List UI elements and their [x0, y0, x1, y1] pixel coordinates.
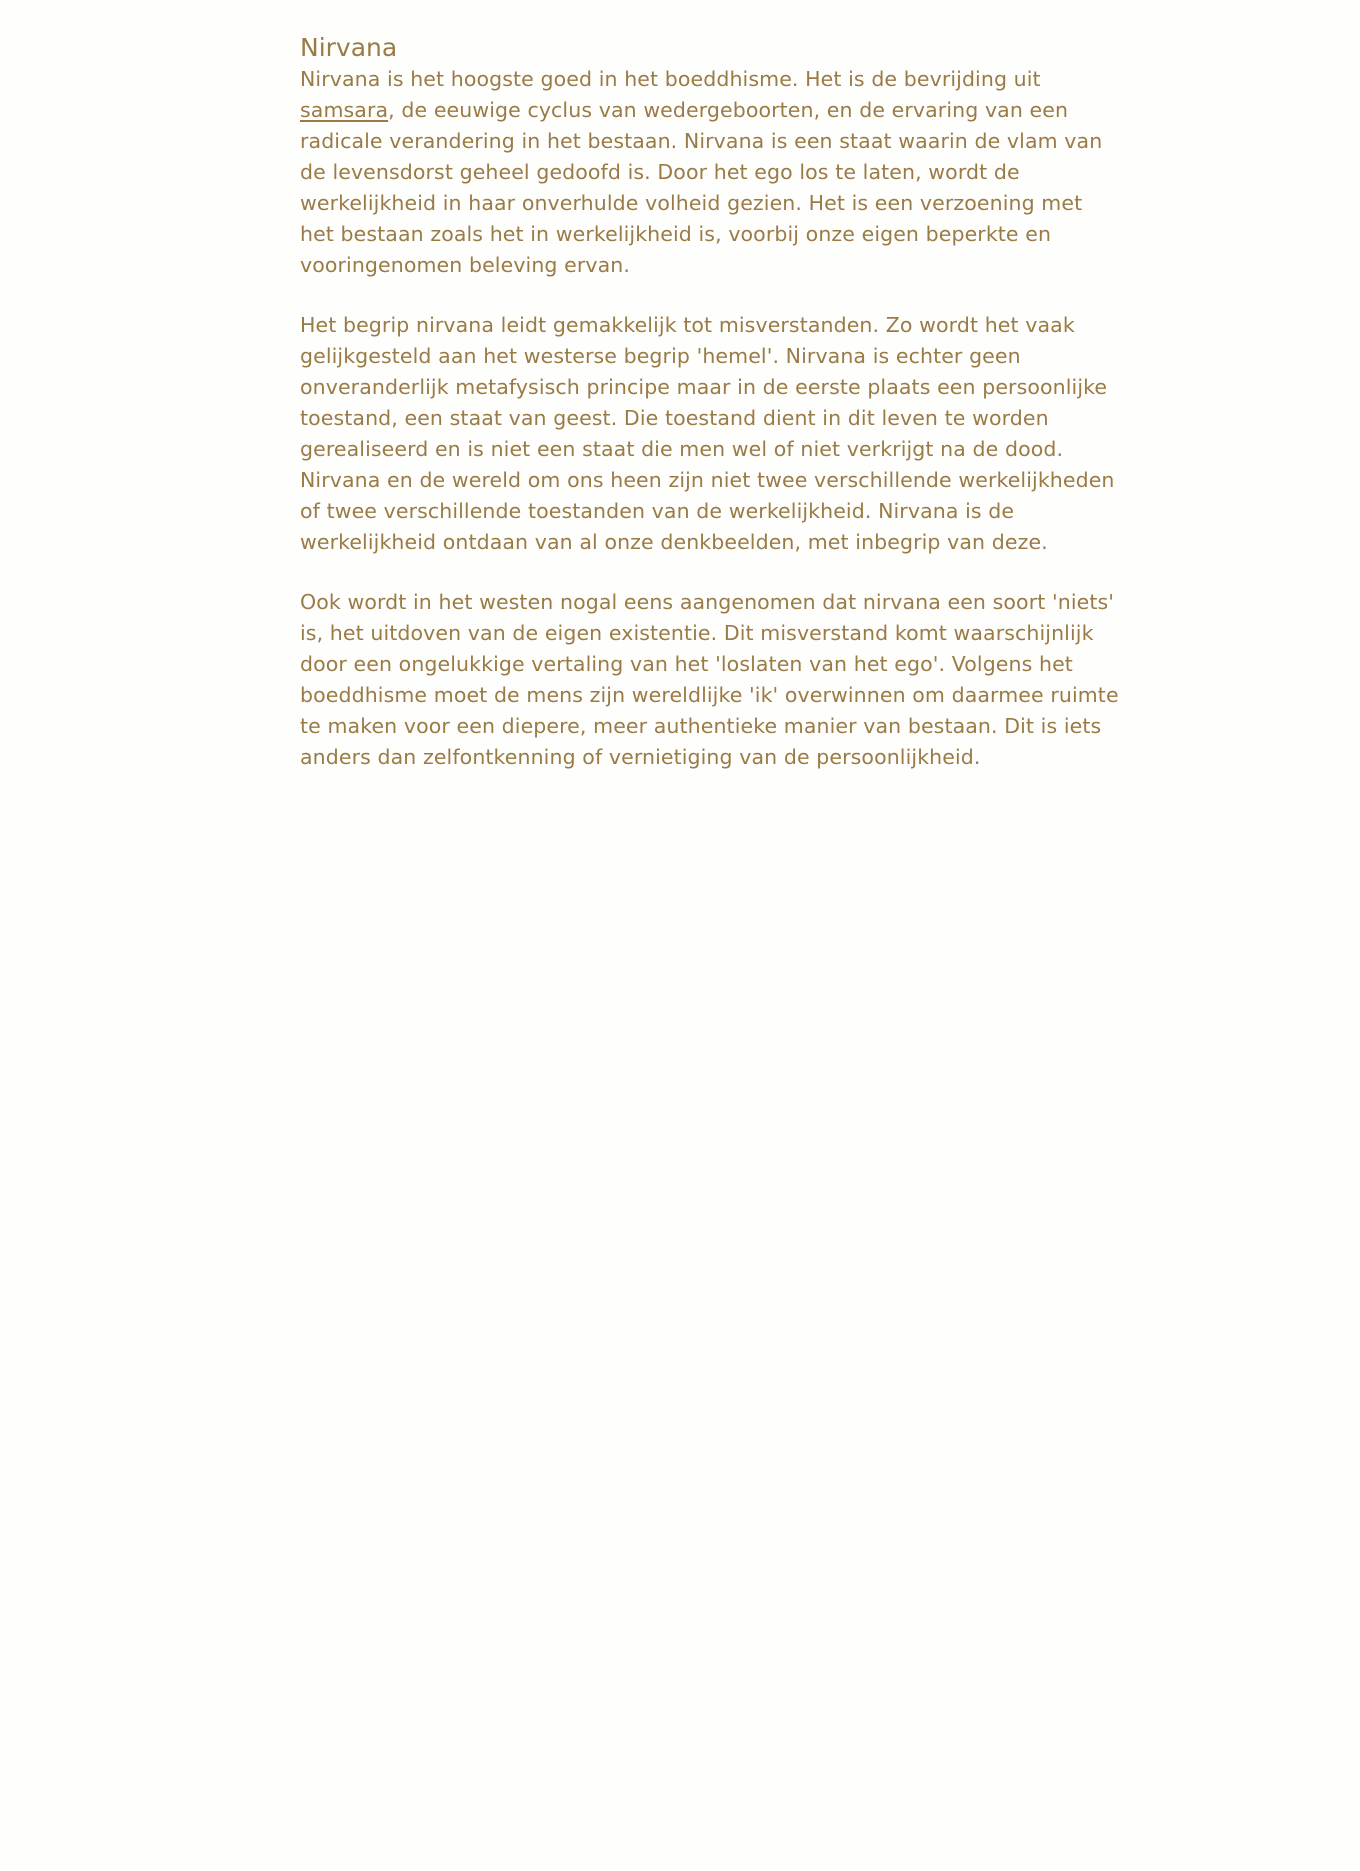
paragraph-3 [300, 587, 1120, 773]
text-line: te maken voor een diepere, meer authentieke manier van bestaan. Dit is iets [300, 714, 1102, 738]
text-line: Het begrip nirvana leidt gemakkelijk tot misverstanden. Zo wordt het vaak [300, 313, 1075, 337]
text-line: door een ongelukkige vertaling van het 'loslaten van het ego'. Volgens het [300, 652, 1073, 676]
text-line-with-link [300, 95, 1120, 126]
text-line: toestand, een staat van geest. Die toestand dient in dit leven te worden [300, 406, 1049, 430]
text-line: werkelijkheid in haar onverhulde volheid gezien. Het is een verzoening met [300, 191, 1083, 215]
text-line: is, het uitdoven van de eigen existentie. Dit misverstand komt waarschijnlijk [300, 621, 1094, 645]
samsara-link[interactable]: samsara [300, 98, 389, 122]
text-line: Nirvana en de wereld om ons heen zijn niet twee verschillende werkelijkheden [300, 468, 1115, 492]
text-line: anders dan zelfontkenning of vernietiging van de persoonlijkheid. [300, 745, 981, 769]
text-line: radicale verandering in het bestaan. Nirvana is een staat waarin de vlam van [300, 129, 1103, 153]
text-line-rest: , de eeuwige cyclus van wedergeboorten, en de ervaring van een [388, 98, 1069, 122]
paragraph-1 [300, 64, 1120, 281]
paragraph-2 [300, 310, 1120, 558]
document-title: Nirvana [300, 33, 398, 62]
text-line: gerealiseerd en is niet een staat die men wel of niet verkrijgt na de dood. [300, 437, 1064, 461]
text-line: of twee verschillende toestanden van de werkelijkheid. Nirvana is de [300, 499, 1015, 523]
text-line: vooringenomen beleving ervan. [300, 253, 631, 277]
text-line: Ook wordt in het westen nogal eens aangenomen dat nirvana een soort 'niets' [300, 590, 1114, 614]
text-line: gelijkgesteld aan het westerse begrip 'hemel'. Nirvana is echter geen [300, 344, 1021, 368]
text-line: het bestaan zoals het in werkelijkheid is, voorbij onze eigen beperkte en [300, 222, 1052, 246]
text-line: Nirvana is het hoogste goed in het boeddhisme. Het is de bevrijding uit [300, 67, 1041, 91]
text-line: werkelijkheid ontdaan van al onze denkbeelden, met inbegrip van deze. [300, 530, 1048, 554]
text-line: de levensdorst geheel gedoofd is. Door het ego los te laten, wordt de [300, 160, 1020, 184]
text-line: onveranderlijk metafysisch principe maar in de eerste plaats een persoonlijke [300, 375, 1108, 399]
text-line: boeddhisme moet de mens zijn wereldlijke 'ik' overwinnen om daarmee ruimte [300, 683, 1119, 707]
document-body [300, 32, 1120, 802]
